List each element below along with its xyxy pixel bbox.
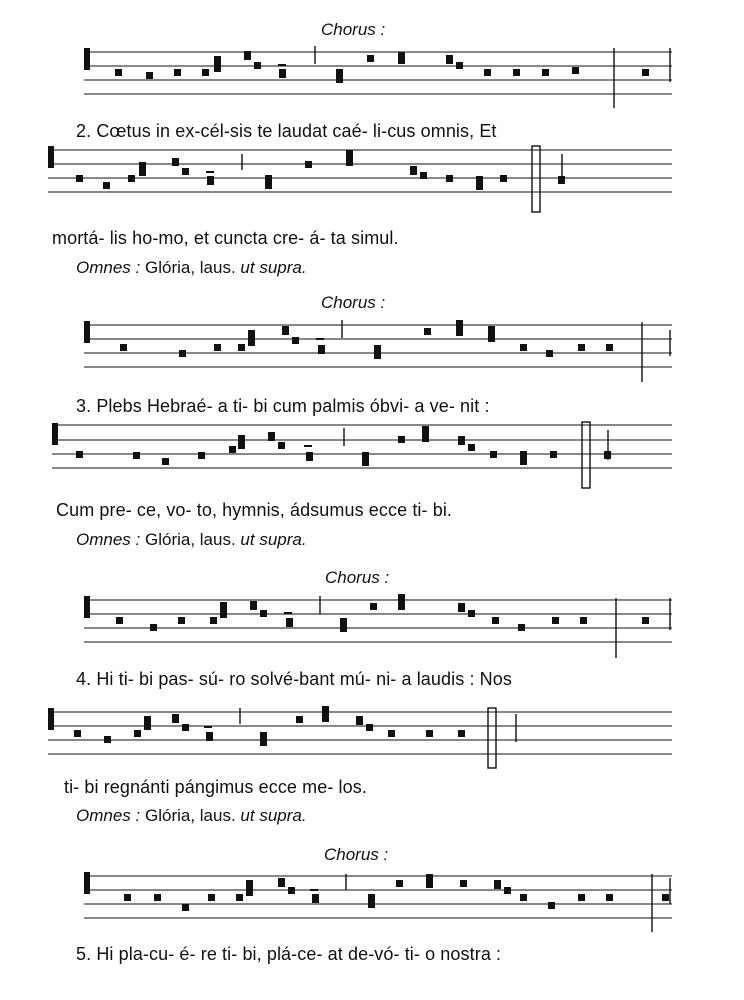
omnes-suffix: ut supra. xyxy=(240,258,307,277)
omnes-line xyxy=(76,530,307,550)
staff-lines xyxy=(48,146,672,212)
omnes-line xyxy=(76,258,307,278)
neumes xyxy=(84,872,669,911)
staff-lines xyxy=(84,46,672,108)
verse-line: 5. Hi pla-cu- é- re ti- bi, plá-ce- at de-vó- ti- o nostra : xyxy=(76,944,502,964)
chorus-heading: Chorus : xyxy=(324,845,389,864)
verse-line: 2. Cœtus in ex-cél-sis te laudat caé- li-cus omnis, Et xyxy=(76,121,497,141)
verse-line: mortá- lis ho-mo, et cuncta cre- á- ta simul. xyxy=(52,228,399,248)
omnes-text: Glória, laus. xyxy=(144,258,236,277)
verse-line: Cum pre- ce, vo- to, hymnis, ádsumus ecce ti- bi. xyxy=(56,500,453,520)
chorus-heading: Chorus : xyxy=(321,20,386,39)
omnes-label: Omnes : xyxy=(76,258,141,277)
omnes-suffix: ut supra. xyxy=(240,530,307,549)
chorus-heading: Chorus : xyxy=(325,568,390,587)
verse-line: 4. Hi ti- bi pas- sú- ro solvé-bant mú- ni- a laudis : Nos xyxy=(76,669,512,689)
neumes xyxy=(48,146,565,190)
neumes xyxy=(48,706,465,746)
neumes xyxy=(84,320,613,359)
omnes-label: Omnes : xyxy=(76,530,141,549)
omnes-text: Glória, laus. xyxy=(144,530,236,549)
neumes xyxy=(84,594,649,632)
staff-lines xyxy=(84,874,672,932)
staff-lines xyxy=(52,422,672,488)
omnes-label: Omnes : xyxy=(76,806,141,825)
staff-lines xyxy=(84,596,672,658)
staff-lines xyxy=(84,320,672,382)
verse-line: 3. Plebs Hebraé- a ti- bi cum palmis óbvi- a ve- nit : xyxy=(76,396,490,416)
neumes xyxy=(52,423,611,466)
neumes xyxy=(84,48,649,83)
chorus-heading: Chorus : xyxy=(321,293,386,312)
omnes-suffix: ut supra. xyxy=(240,806,307,825)
verse-line: ti- bi regnánti pángimus ecce me- los. xyxy=(64,777,367,797)
omnes-line xyxy=(76,806,307,826)
omnes-text: Glória, laus. xyxy=(144,806,236,825)
staff-lines xyxy=(48,708,672,768)
